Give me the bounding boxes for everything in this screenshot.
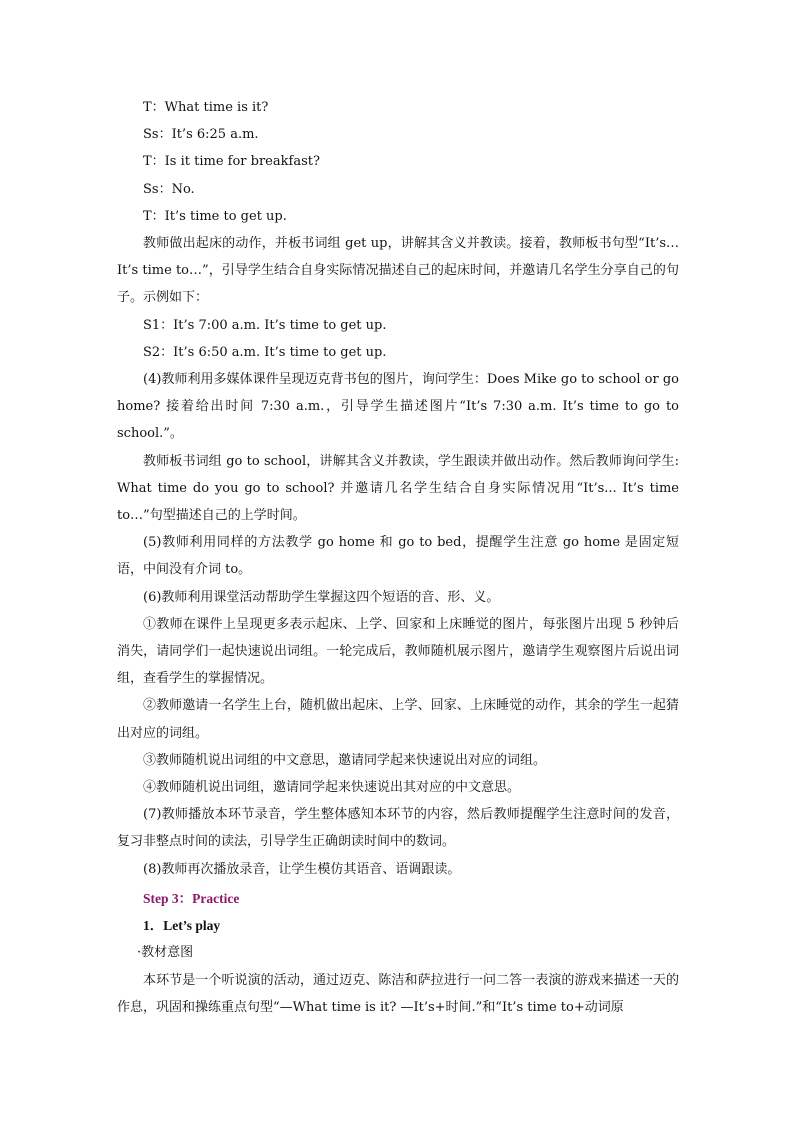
dialogue-line: Ss：It’s 6:25 a.m. bbox=[143, 127, 259, 143]
list-item: ①教师在课件上呈现更多表示起床、上学、回家和上床睡觉的图片，每张图片出现 5 秒钟后消失，请同学们一起快速说出词组。一轮完成后，教师随机展示图片，邀请学生观察图片后说出词组，查看学生的掌握情况。 bbox=[117, 616, 679, 687]
paragraph: (5)教师利用同样的方法教学 go home 和 go to bed，提醒学生注意 go home 是固定短语，中间没有介词 to。 bbox=[117, 535, 679, 578]
paragraph: (6)教师利用课堂活动帮助学生掌握这四个短语的音、形、义。 bbox=[143, 589, 500, 605]
paragraph: (4)教师利用多媒体课件呈现迈克背书包的图片，询问学生：Does Mike go to school or go home? 接着给出时间 7:30 a.m.，引导学生描述图片“It’s 7:30 a.m. It’s time to go to school.”。 bbox=[117, 372, 679, 442]
list-item: ②教师邀请一名学生上台，随机做出起床、上学、回家、上床睡觉的动作，其余的学生一起猜出对应的词组。 bbox=[117, 698, 679, 741]
paragraph: (7)教师播放本环节录音，学生整体感知本环节的内容，然后教师提醒学生注意时间的发音，复习非整点时间的读法，引导学生正确朗读时间中的数词。 bbox=[117, 807, 679, 850]
example-line: S1：It’s 7:00 a.m. It’s time to get up. bbox=[143, 317, 387, 333]
subsection-label: ·教材意图 bbox=[137, 945, 194, 961]
step-heading: Step 3：Practice bbox=[143, 890, 240, 906]
paragraph: 教师板书词组 go to school，讲解其含义并教读，学生跟读并做出动作。然后教师询问学生: What time do you go to school? 并邀请几名学生结合自身实际情况用“It’s... It’s time to…”句型描述自己的上学时间。 bbox=[117, 453, 679, 524]
dialogue-line: T：It’s time to get up. bbox=[143, 208, 287, 224]
dialogue-line: Ss：No. bbox=[143, 181, 195, 197]
example-line: S2：It’s 6:50 a.m. It’s time to get up. bbox=[143, 344, 387, 360]
paragraph: (8)教师再次播放录音，让学生模仿其语音、语调跟读。 bbox=[143, 861, 461, 877]
dialogue-line: T：What time is it? bbox=[143, 100, 269, 115]
list-item: ④教师随机说出词组，邀请同学起来快速说出其对应的中文意思。 bbox=[143, 780, 521, 796]
list-item: ③教师随机说出词组的中文意思，邀请同学起来快速说出对应的词组。 bbox=[143, 752, 547, 768]
dialogue-line: T：Is it time for breakfast? bbox=[143, 154, 320, 170]
paragraph: 教师做出起床的动作，并板书词组 get up，讲解其含义并教读。接着，教师板书句型“It’s…It’s time to…”，引导学生结合自身实际情况描述自己的起床时间，并邀请几名学生分享自己的句子。示例如下： bbox=[117, 236, 679, 306]
sub-heading: 1．Let’s play bbox=[143, 918, 221, 934]
paragraph: 本环节是一个听说演的活动，通过迈克、陈洁和萨拉进行一问二答一表演的游戏来描述一天的作息，巩固和操练重点句型“—What time is it? —It’s+时间.”和“It’s time to+动词原 bbox=[117, 972, 679, 1015]
page-content bbox=[117, 94, 679, 1021]
